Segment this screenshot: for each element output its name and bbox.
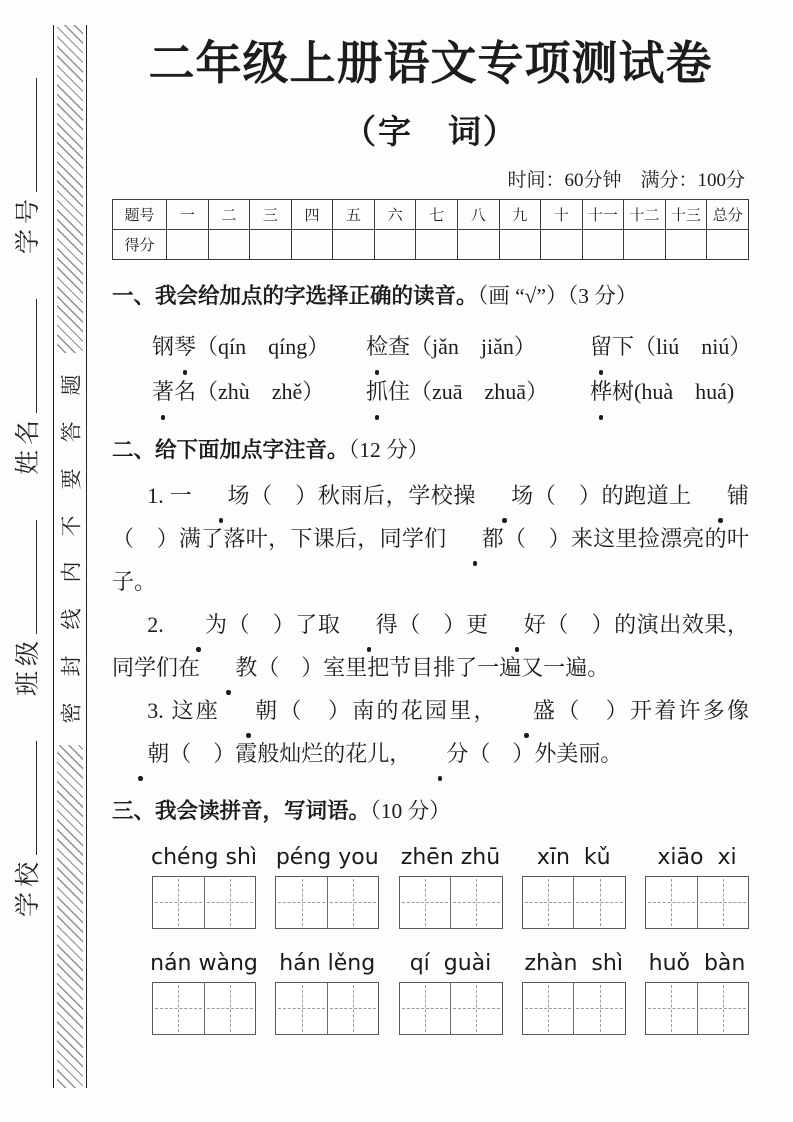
pinyin-label: péng you — [275, 844, 379, 870]
score-cell[interactable] — [167, 229, 209, 259]
score-cell[interactable] — [250, 229, 292, 259]
section2-title: 二、给下面加点字注音。 — [112, 437, 349, 462]
annotation-sentence-2[interactable]: 2. 为（ ）了取 得（ ）更 好（ ）的演出效果，同学们在 教（ ）室里把节目排了一遍又一遍。 — [112, 603, 749, 689]
word-group-nanwang — [152, 951, 256, 1035]
seal-char: 封 — [59, 655, 83, 677]
field-student-number-label: 学号 — [15, 193, 42, 254]
score-row-label: 得分 — [113, 229, 167, 259]
writing-cell[interactable] — [573, 983, 625, 1034]
score-cell[interactable] — [582, 229, 624, 259]
word-group-zhanshi — [522, 951, 626, 1035]
score-table-header-row — [113, 199, 749, 229]
score-header-cell: 九 — [499, 199, 541, 229]
section1-points: （画 “√”）（3 分） — [477, 283, 638, 308]
writing-cell[interactable] — [276, 983, 327, 1034]
writing-cell[interactable] — [327, 877, 379, 928]
writing-cell[interactable] — [204, 877, 256, 928]
score-header-cell: 十三 — [665, 199, 707, 229]
score-cell[interactable] — [416, 229, 458, 259]
left-margin — [0, 0, 100, 1122]
seal-char: 题 — [59, 374, 83, 396]
word-group-xinku — [522, 845, 626, 929]
pinyin-words-row-2 — [112, 951, 749, 1035]
field-school-blank[interactable] — [16, 741, 37, 855]
score-header-cell: 一 — [167, 199, 209, 229]
page-title: 二年级上册语文专项测试卷 — [148, 38, 713, 89]
field-name-blank[interactable] — [16, 299, 37, 413]
section1-title: 一、我会给加点的字选择正确的读音。 — [112, 283, 478, 308]
seal-warning-text — [54, 353, 86, 745]
writing-box[interactable] — [645, 876, 749, 929]
seal-hatch-bottom — [57, 745, 83, 1088]
score-header-cell: 题号 — [113, 199, 167, 229]
writing-cell[interactable] — [327, 983, 379, 1034]
seal-char: 内 — [59, 561, 83, 583]
writing-cell[interactable] — [204, 983, 256, 1034]
writing-box[interactable] — [152, 876, 256, 929]
writing-cell[interactable] — [450, 877, 502, 928]
field-class-blank[interactable] — [16, 520, 37, 634]
choice-item-zhuazhu[interactable]: 抓住（zuā zhuā） — [366, 369, 590, 414]
writing-box[interactable] — [522, 876, 626, 929]
score-header-cell: 总分 — [707, 199, 749, 229]
seal-char: 密 — [59, 702, 83, 724]
score-header-cell: 二 — [208, 199, 250, 229]
writing-box[interactable] — [399, 982, 503, 1035]
time-score-info: 时间：60分钟 满分：100分 — [507, 169, 745, 191]
section3-points: （10 分） — [370, 798, 451, 823]
pinyin-label: qí guài — [409, 950, 492, 976]
section2-points: （12 分） — [348, 437, 430, 462]
field-name-label: 姓名 — [15, 414, 42, 475]
pinyin-label: chéng shì — [151, 844, 257, 870]
writing-cell[interactable] — [523, 877, 574, 928]
choice-item-zhuming[interactable]: 著名（zhù zhě） — [152, 369, 366, 414]
choice-item-liuxia[interactable]: 留下（liú niú） — [590, 324, 751, 369]
writing-box[interactable] — [275, 876, 379, 929]
writing-cell[interactable] — [400, 983, 451, 1034]
word-group-hanleng — [275, 951, 379, 1035]
field-student-number-blank[interactable] — [16, 78, 37, 192]
choice-item-jiancha[interactable]: 检查（jǎn jiǎn） — [366, 324, 590, 369]
writing-cell[interactable] — [697, 983, 749, 1034]
seal-char: 答 — [59, 421, 83, 443]
writing-cell[interactable] — [573, 877, 625, 928]
word-group-huoban — [645, 951, 749, 1035]
word-group-qiguai — [399, 951, 503, 1035]
score-cell[interactable] — [707, 229, 749, 259]
choice-item-gangqin[interactable]: 钢琴（qín qíng） — [152, 324, 366, 369]
score-header-cell: 十 — [541, 199, 583, 229]
writing-box[interactable] — [645, 982, 749, 1035]
score-header-cell: 七 — [416, 199, 458, 229]
field-class[interactable] — [8, 520, 44, 696]
section2-body — [112, 474, 749, 775]
score-cell[interactable] — [665, 229, 707, 259]
score-cell[interactable] — [291, 229, 333, 259]
annotation-sentence-1[interactable]: 1. 一 场（ ）秋雨后，学校操 场（ ）的跑道上 铺（ ）满了落叶，下课后，同学们 都（ ）来这里捡漂亮的叶子。 — [112, 474, 749, 603]
field-school[interactable] — [8, 741, 44, 917]
section3-title: 三、我会读拼音，写词语。 — [112, 798, 371, 823]
writing-cell[interactable] — [523, 983, 574, 1034]
writing-cell[interactable] — [153, 877, 204, 928]
annotation-sentence-3[interactable]: 3. 这座 朝（ ）南的花园里， 盛（ ）开着许多像朝（ ）霞般灿烂的花儿， 分（ ）外美丽。 — [112, 689, 749, 775]
page-subtitle: （字 词） — [343, 114, 518, 151]
score-header-cell: 五 — [333, 199, 375, 229]
pinyin-label: xīn kǔ — [536, 844, 611, 870]
word-group-chengshi — [152, 845, 256, 929]
writing-box[interactable] — [152, 982, 256, 1035]
score-cell[interactable] — [333, 229, 375, 259]
score-table — [112, 199, 749, 260]
writing-cell[interactable] — [276, 877, 327, 928]
seal-char: 不 — [59, 515, 83, 536]
section1-heading — [112, 276, 749, 316]
score-table-score-row — [113, 229, 749, 259]
writing-cell[interactable] — [646, 877, 697, 928]
score-cell[interactable] — [374, 229, 416, 259]
writing-box[interactable] — [522, 982, 626, 1035]
score-header-cell: 三 — [250, 199, 292, 229]
score-cell[interactable] — [541, 229, 583, 259]
seal-line-band — [53, 25, 87, 1088]
pinyin-label: nán wàng — [150, 950, 258, 976]
pinyin-label: zhàn shì — [524, 950, 623, 976]
writing-box[interactable] — [399, 876, 503, 929]
score-header-cell: 八 — [457, 199, 499, 229]
field-class-label: 班级 — [15, 635, 42, 696]
field-school-label: 学校 — [15, 856, 42, 917]
choice-item-huashu[interactable]: 桦树(huà huá) — [590, 369, 751, 414]
pinyin-label: xiāo xi — [657, 844, 737, 870]
score-cell[interactable] — [499, 229, 541, 259]
score-cell[interactable] — [624, 229, 666, 259]
score-header-cell: 六 — [374, 199, 416, 229]
word-group-pengyou — [275, 845, 379, 929]
paper-content — [112, 0, 752, 1035]
writing-cell[interactable] — [153, 983, 204, 1034]
student-info-fields — [2, 0, 50, 1122]
section2-heading — [112, 430, 749, 470]
score-cell[interactable] — [208, 229, 250, 259]
pinyin-label: zhēn zhū — [400, 844, 501, 870]
writing-cell[interactable] — [646, 983, 697, 1034]
score-cell[interactable] — [457, 229, 499, 259]
pinyin-label: huǒ bàn — [648, 950, 746, 976]
score-header-cell: 十二 — [624, 199, 666, 229]
seal-char: 要 — [59, 468, 83, 490]
seal-hatch-top — [57, 25, 83, 353]
score-header-cell: 四 — [291, 199, 333, 229]
word-group-xiaoxi — [645, 845, 749, 929]
section3-heading — [112, 791, 749, 831]
pinyin-label: hán lěng — [279, 950, 376, 976]
writing-cell[interactable] — [697, 877, 749, 928]
pinyin-words-row-1 — [112, 845, 749, 929]
writing-cell[interactable] — [400, 877, 451, 928]
section1-choices — [112, 324, 752, 414]
seal-char: 线 — [59, 608, 83, 630]
field-student-number[interactable] — [8, 78, 44, 254]
field-name[interactable] — [8, 299, 44, 475]
writing-cell[interactable] — [450, 983, 502, 1034]
word-group-zhenzhu — [399, 845, 503, 929]
writing-box[interactable] — [275, 982, 379, 1035]
score-header-cell: 十一 — [582, 199, 624, 229]
